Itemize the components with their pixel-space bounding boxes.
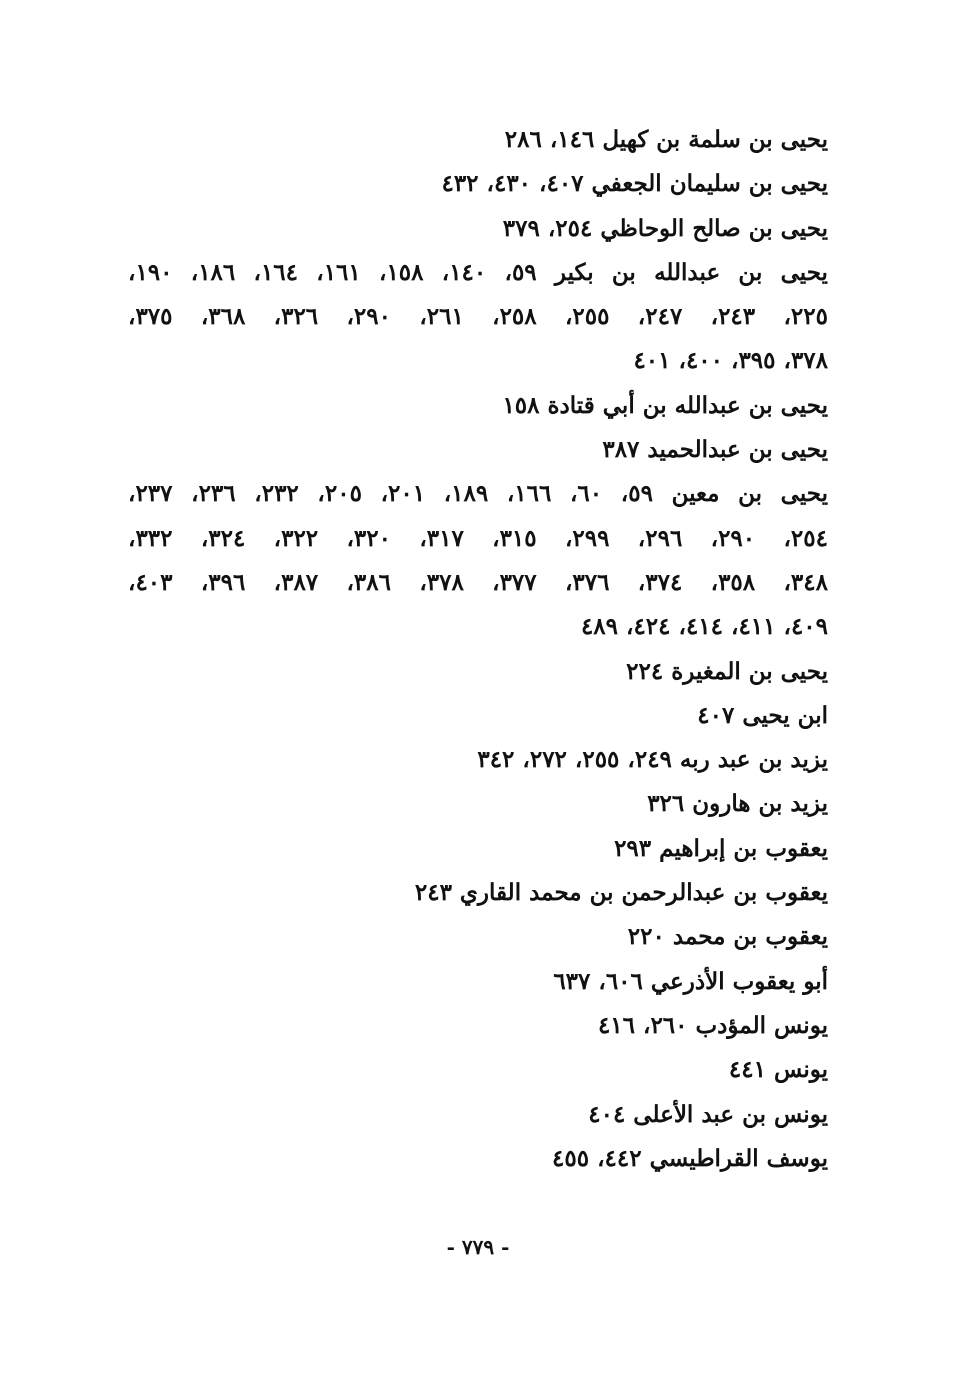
index-entry: يحيى بن المغيرة ٢٢٤ (626, 657, 828, 685)
index-entry-continuation: ٣٧٨، ٣٩٥، ٤٠٠، ٤٠١ (633, 347, 828, 375)
index-entry: يحيى بن سليمان الجعفي ٤٠٧، ٤٣٠، ٤٣٢ (441, 170, 828, 198)
index-entry: يحيى بن سلمة بن كهيل ١٤٦، ٢٨٦ (504, 126, 828, 153)
index-entry: يعقوب بن عبدالرحمن بن محمد القاري ٢٤٣ (414, 879, 828, 907)
index-entry: يحيى بن عبدالحميد ٣٨٧ (602, 436, 828, 464)
index-entry: يوسف القراطيسي ٤٤٢، ٤٥٥ (552, 1144, 828, 1172)
index-entries (128, 118, 828, 1181)
index-entry: يحيى بن عبدالله بن بكير ٥٩، ١٤٠، ١٥٨، ١٦١، ١٦٤، ١٨٦، ١٩٠، (128, 258, 828, 286)
index-entry: يحيى بن معين ٥٩، ٦٠، ١٦٦، ١٨٩، ٢٠١، ٢٠٥، ٢٣٢، ٢٣٦، ٢٣٧، (128, 480, 829, 508)
index-entry: يعقوب بن محمد ٢٢٠ (627, 923, 828, 951)
index-entry: أبو يعقوب الأذرعي ٦٠٦، ٦٣٧ (553, 967, 828, 995)
page-number: - ٧٧٩ - (446, 1235, 510, 1259)
index-entry-continuation: ٢٢٥، ٢٤٣، ٢٤٧، ٢٥٥، ٢٥٨، ٢٦١، ٢٩٠، ٣٢٦، ٣٦٨، ٣٧٥، (128, 303, 828, 331)
index-entry: يونس بن عبد الأعلى ٤٠٤ (588, 1100, 828, 1128)
index-entry: يزيد بن هارون ٣٢٦ (647, 790, 828, 818)
index-entry-continuation: ٤٠٩، ٤١١، ٤١٤، ٤٢٤، ٤٨٩ (580, 613, 828, 641)
index-entry: يحيى بن عبدالله بن أبي قتادة ١٥٨ (502, 391, 828, 419)
index-entry: ابن يحيى ٤٠٧ (697, 701, 828, 729)
index-entry: يزيد بن عبد ربه ٢٤٩، ٢٥٥، ٢٧٢، ٣٤٢ (477, 746, 828, 774)
index-entry: يونس المؤدب ٢٦٠، ٤١٦ (597, 1011, 828, 1039)
index-entry: يونس ٤٤١ (728, 1056, 828, 1084)
index-entry-continuation: ٢٥٤، ٢٩٠، ٢٩٦، ٢٩٩، ٣١٥، ٣١٧، ٣٢٠، ٣٢٢، ٣٢٤، ٣٣٢، (128, 524, 828, 552)
index-entry: يعقوب بن إبراهيم ٢٩٣ (614, 834, 828, 862)
index-entry-continuation: ٣٤٨، ٣٥٨، ٣٧٤، ٣٧٦، ٣٧٧، ٣٧٨، ٣٨٦، ٣٨٧، ٣٩٦، ٤٠٣، (128, 568, 828, 596)
index-entry: يحيى بن صالح الوحاظي ٢٥٤، ٣٧٩ (502, 214, 828, 242)
